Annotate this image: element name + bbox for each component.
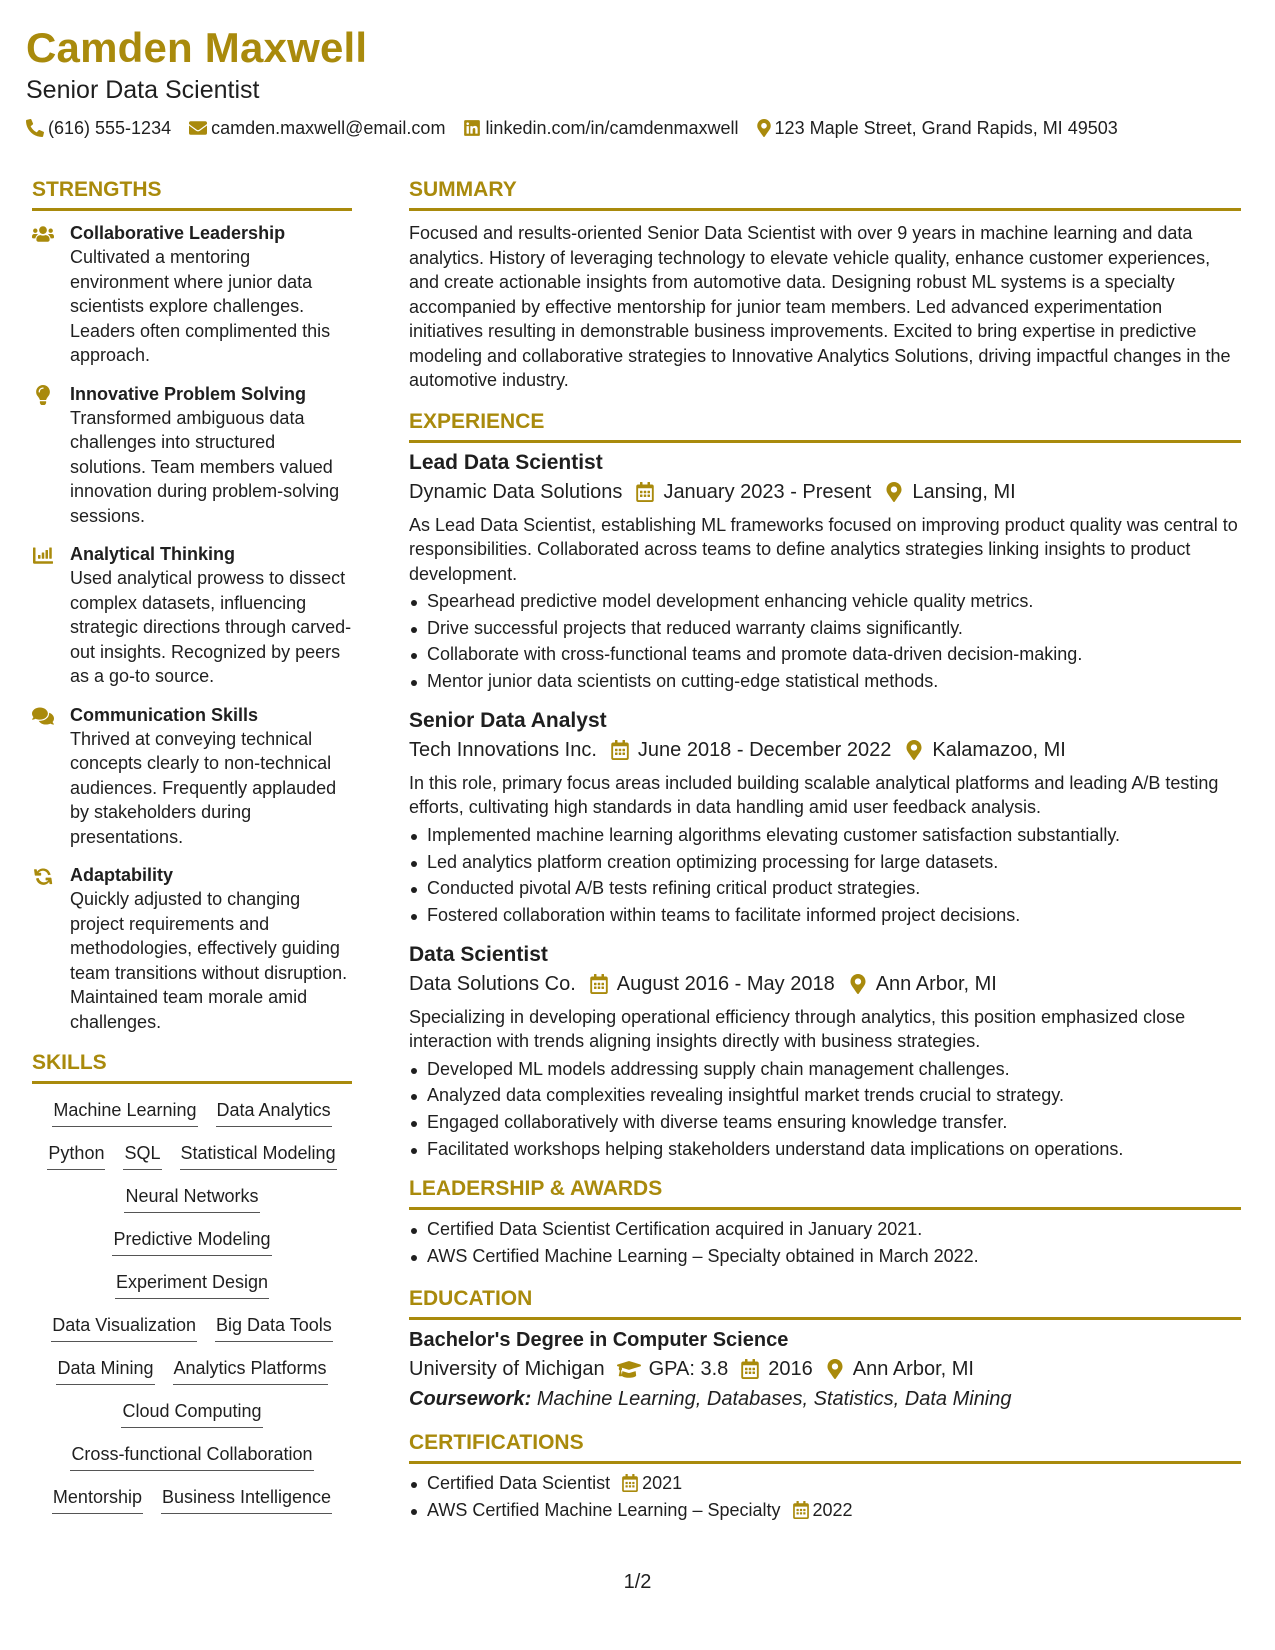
- job-dates: January 2023 - Present: [663, 480, 872, 503]
- strength-desc: Used analytical prowess to dissect complex datasets, influencing strategic directions through carved-out insights. Recognized by peers as a go-to source.: [70, 568, 352, 686]
- list-item: Conducted pivotal A/B tests refining critical product strategies.: [409, 875, 1241, 902]
- job-company: Dynamic Data Solutions: [409, 480, 623, 503]
- certifications-section: [409, 1428, 1241, 1523]
- skills-section: [32, 1048, 352, 1514]
- list-item: Analyzed data complexities revealing insightful market trends crucial to strategy.: [409, 1082, 1241, 1109]
- address-text: 123 Maple Street, Grand Rapids, MI 49503: [774, 118, 1118, 138]
- map-pin-icon: [757, 119, 771, 137]
- linkedin-icon: [463, 119, 481, 137]
- list-item: Developed ML models addressing supply chain management challenges.: [409, 1056, 1241, 1083]
- skill-tag: Data Analytics: [216, 1098, 332, 1127]
- skill-row: [32, 1098, 352, 1127]
- skill-row: [32, 1270, 352, 1299]
- map-pin-icon: [849, 974, 867, 994]
- strength-item: [32, 382, 352, 529]
- skill-tag: Experiment Design: [115, 1270, 269, 1299]
- sync-icon: [32, 866, 54, 886]
- graduation-cap-icon: [617, 1359, 641, 1379]
- skill-tag: Data Mining: [56, 1356, 154, 1385]
- contact-linkedin[interactable]: [463, 116, 738, 140]
- strengths-heading: STRENGTHS: [32, 175, 352, 211]
- page-number: 1/2: [623, 1571, 652, 1593]
- list-item: Engaged collaboratively with diverse teams ensuring knowledge transfer.: [409, 1109, 1241, 1136]
- summary-section: [409, 175, 1241, 393]
- summary-heading: SUMMARY: [409, 175, 1241, 211]
- strength-desc: Thrived at conveying technical concepts clearly to non-technical audiences. Frequently applauded by stakeholders during presentations.: [70, 728, 337, 847]
- resume-header: [26, 22, 1246, 140]
- list-item: Fostered collaboration within teams to facilitate informed project decisions.: [409, 902, 1241, 929]
- leadership-list: [409, 1216, 1241, 1269]
- map-pin-icon: [905, 740, 923, 760]
- skill-tag: Mentorship: [52, 1485, 143, 1514]
- job-location: Lansing, MI: [912, 480, 1016, 503]
- list-item: Collaborate with cross-functional teams and promote data-driven decision-making.: [409, 641, 1241, 668]
- strength-desc: Transformed ambiguous data challenges into structured solutions. Team members valued innovation during problem-solving sessions.: [70, 407, 340, 526]
- job-dates: June 2018 - December 2022: [637, 738, 892, 761]
- job-meta: [409, 477, 1241, 507]
- list-item: Drive successful projects that reduced warranty claims significantly.: [409, 615, 1241, 642]
- lightbulb-icon: [32, 385, 54, 405]
- calendar-icon: [793, 1501, 809, 1519]
- summary-text: Focused and results-oriented Senior Data Scientist with over 9 years in machine learning and data analytics. History of leveraging technology to elevate vehicle quality, enhance customer experiences, and create actionable insights from automotive data. Designing robust ML systems is a specialty accompanied by effective mentorship for junior team members. Led advanced experimentation initiatives resulting in demonstrable business improvements. Excited to bring expertise in predictive modeling and collaborative strategies to Innovative Analytics Solutions, driving impactful changes in the automotive industry.: [409, 223, 1231, 390]
- skill-tag: Cross-functional Collaboration: [70, 1442, 313, 1471]
- job-location: Kalamazoo, MI: [932, 738, 1066, 761]
- strength-item: [32, 221, 352, 368]
- school-name: University of Michigan: [409, 1357, 605, 1380]
- skill-tag: SQL: [123, 1141, 161, 1170]
- strength-title: Adaptability: [70, 865, 174, 885]
- map-pin-icon: [825, 1359, 845, 1379]
- bar-chart-icon: [32, 545, 54, 565]
- list-item: AWS Certified Machine Learning – Specialty obtained in March 2022.: [409, 1243, 1241, 1270]
- candidate-title: Senior Data Scientist: [26, 76, 260, 104]
- strength-item: [32, 703, 352, 850]
- strength-desc: Cultivated a mentoring environment where junior data scientists explore challenges. Leaders often complimented this approach.: [70, 247, 331, 365]
- list-item: Implemented machine learning algorithms elevating customer satisfaction substantially.: [409, 822, 1241, 849]
- list-item: Mentor junior data scientists on cutting-edge statistical methods.: [409, 668, 1241, 695]
- right-column: [409, 175, 1241, 1537]
- strength-title: Innovative Problem Solving: [70, 383, 307, 404]
- cert-year: 2021: [642, 1472, 683, 1493]
- email-text[interactable]: camden.maxwell@email.com: [211, 118, 446, 138]
- calendar-icon: [636, 482, 654, 502]
- education-section: [409, 1284, 1241, 1414]
- skill-row: [32, 1442, 352, 1471]
- phone-icon: [26, 119, 44, 137]
- job-desc: As Lead Data Scientist, establishing ML frameworks focused on improving product quality was central to responsibilities. Collaborated across teams to define analytics strategies linking insights to product development.: [409, 514, 1238, 584]
- calendar-icon: [611, 740, 629, 760]
- left-column: [32, 175, 352, 1528]
- skill-row: [32, 1141, 352, 1170]
- education-meta: [409, 1354, 1241, 1384]
- job-entry: [409, 941, 1241, 1163]
- job-location: Ann Arbor, MI: [875, 972, 997, 995]
- skills-heading: SKILLS: [32, 1048, 352, 1084]
- list-item: Facilitated workshops helping stakeholders understand data implications on operations.: [409, 1136, 1241, 1163]
- contact-bar: [26, 116, 1246, 140]
- strength-item: [32, 542, 352, 689]
- contact-address: [757, 116, 1118, 140]
- list-item: Spearhead predictive model development enhancing vehicle quality metrics.: [409, 588, 1241, 615]
- strength-title: Communication Skills: [70, 704, 259, 725]
- skill-tag: Business Intelligence: [161, 1485, 332, 1514]
- envelope-icon: [189, 119, 207, 137]
- skill-tag: Data Visualization: [51, 1313, 197, 1342]
- list-item: Certified Data Scientist Certification acquired in January 2021.: [409, 1216, 1241, 1243]
- certifications-list: [409, 1470, 1241, 1523]
- job-company: Tech Innovations Inc.: [409, 738, 597, 761]
- skill-row: [32, 1485, 352, 1514]
- job-bullets: [409, 588, 1241, 695]
- job-entry: [409, 449, 1241, 695]
- degree-title: Bachelor's Degree in Computer Science: [409, 1328, 789, 1351]
- education-location: Ann Arbor, MI: [852, 1357, 974, 1380]
- gpa-text: GPA: 3.8: [648, 1357, 729, 1380]
- skill-row: [32, 1227, 352, 1256]
- job-bullets: [409, 1056, 1241, 1163]
- cert-name: AWS Certified Machine Learning – Specialty: [427, 1499, 781, 1520]
- strength-item: [32, 863, 352, 1034]
- contact-phone: [26, 116, 171, 140]
- strength-title: Analytical Thinking: [70, 544, 236, 564]
- strength-title: Collaborative Leadership: [70, 223, 286, 243]
- job-entry: [409, 707, 1241, 929]
- strength-desc: Quickly adjusted to changing project requirements and methodologies, effectively guiding team transitions without disruption. Maintained team morale amid challenges.: [70, 889, 348, 1032]
- linkedin-text[interactable]: linkedin.com/in/camdenmaxwell: [485, 118, 739, 138]
- job-meta: [409, 735, 1241, 765]
- skill-row: [32, 1399, 352, 1428]
- cert-year: 2022: [812, 1499, 853, 1520]
- cert-name: Certified Data Scientist: [427, 1472, 611, 1493]
- skill-tag: Machine Learning: [52, 1098, 197, 1127]
- map-pin-icon: [885, 482, 903, 502]
- job-title: Senior Data Analyst: [409, 708, 607, 732]
- skill-tag: Big Data Tools: [215, 1313, 333, 1342]
- skill-tag: Analytics Platforms: [173, 1356, 328, 1385]
- skill-row: [32, 1184, 352, 1213]
- job-meta: [409, 969, 1241, 999]
- coursework-text: Machine Learning, Databases, Statistics, Data Mining: [536, 1387, 1012, 1410]
- skill-tag: Neural Networks: [124, 1184, 259, 1213]
- job-bullets: [409, 822, 1241, 929]
- certifications-heading: CERTIFICATIONS: [409, 1428, 1241, 1464]
- job-title: Lead Data Scientist: [409, 450, 603, 474]
- calendar-icon: [622, 1474, 638, 1492]
- leadership-section: [409, 1174, 1241, 1269]
- skill-row: [32, 1313, 352, 1342]
- calendar-icon: [740, 1359, 760, 1379]
- contact-email[interactable]: [189, 116, 445, 140]
- candidate-name: Camden Maxwell: [26, 24, 368, 71]
- skill-tag: Predictive Modeling: [112, 1227, 271, 1256]
- education-year: 2016: [768, 1357, 813, 1380]
- job-dates: August 2016 - May 2018: [616, 972, 835, 995]
- list-item: Led analytics platform creation optimizing processing for large datasets.: [409, 849, 1241, 876]
- skill-tag: Cloud Computing: [121, 1399, 262, 1428]
- coursework-label: Coursework:: [409, 1387, 532, 1410]
- job-company: Data Solutions Co.: [409, 972, 576, 995]
- job-title: Data Scientist: [409, 942, 548, 966]
- calendar-icon: [590, 974, 608, 994]
- experience-section: [409, 407, 1241, 1163]
- skill-tag: Statistical Modeling: [180, 1141, 337, 1170]
- comments-icon: [32, 706, 54, 726]
- experience-heading: EXPERIENCE: [409, 407, 1241, 443]
- skill-row: [32, 1356, 352, 1385]
- list-item: [409, 1470, 1241, 1497]
- job-desc: Specializing in developing operational efficiency through analytics, this position emphasized close interaction with trends aligning insights directly with business strategies.: [409, 1006, 1186, 1052]
- skill-tag: Python: [47, 1141, 105, 1170]
- job-desc: In this role, primary focus areas included building scalable analytical platforms and leading A/B testing efforts, cultivating high standards in data handling amid user feedback analysis.: [409, 772, 1219, 818]
- list-item: [409, 1497, 1241, 1524]
- leadership-heading: LEADERSHIP & AWARDS: [409, 1174, 1241, 1210]
- coursework-line: [409, 1384, 1241, 1414]
- phone-text: (616) 555-1234: [48, 118, 172, 138]
- education-heading: EDUCATION: [409, 1284, 1241, 1320]
- users-icon: [32, 224, 54, 244]
